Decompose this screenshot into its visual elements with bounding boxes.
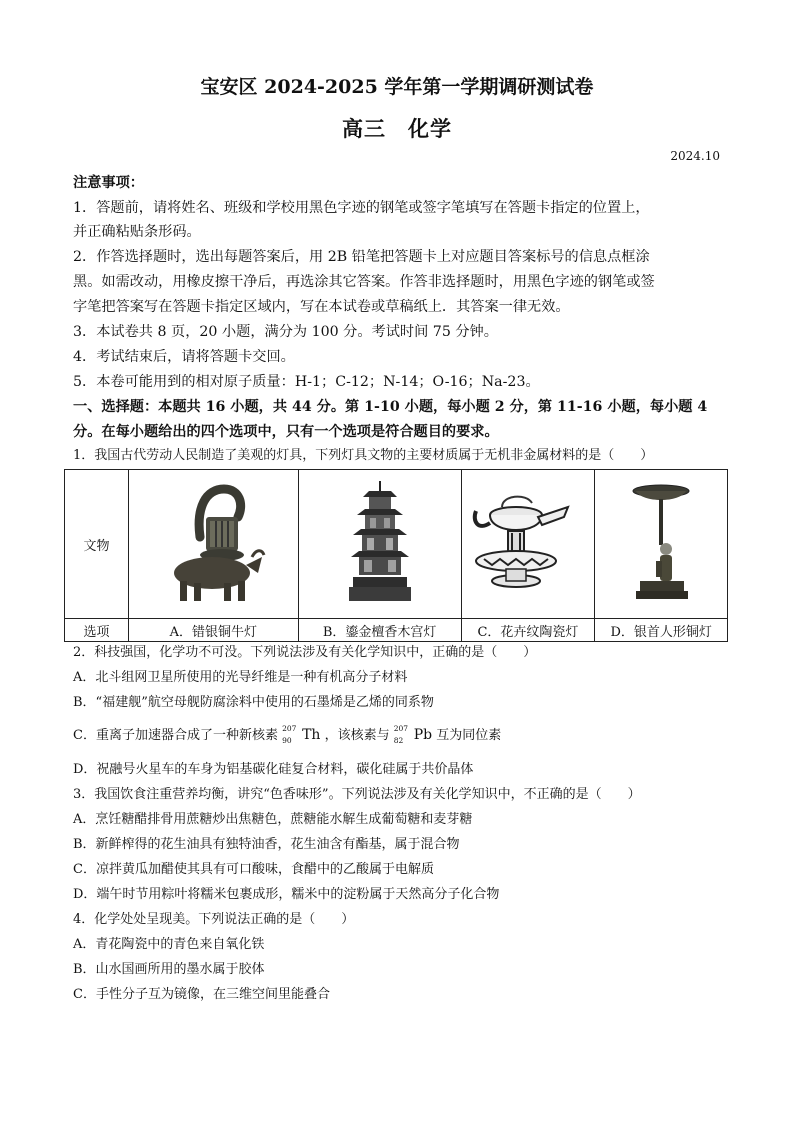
q2-option-c bbox=[73, 725, 723, 746]
q3-option-c: C．凉拌黄瓜加醋使其具有可口酸味，食醋中的乙酸属于电解质 bbox=[73, 862, 434, 877]
nuclide-pb: 207 82 bbox=[393, 723, 409, 745]
notice-line: 2．作答选择题时，选出每题答案后，用 2B 铅笔把答题卡上对应题目答案标号的信息点框涂 bbox=[73, 249, 650, 265]
section-heading: 分。在每小题给出的四个选项中，只有一个选项是符合题目的要求。 bbox=[73, 424, 499, 440]
q4-option-a: A．青花陶瓷中的青色来自氧化铁 bbox=[73, 937, 265, 952]
q1-artifact-table bbox=[64, 469, 728, 642]
nuclide-pb-symbol: Pb bbox=[413, 727, 433, 743]
notice-line: 字笔把答案写在答题卡指定区域内，写在本试卷或草稿纸上．其答案一律无效。 bbox=[73, 299, 570, 315]
silver-head-figure-lamp-image bbox=[626, 477, 696, 607]
q4-option-b: B．山水国画所用的墨水属于胶体 bbox=[73, 962, 265, 977]
q2-stem: 2．科技强国，化学功不可没。下列说法涉及有关化学知识中，正确的是（ ） bbox=[73, 645, 537, 660]
artifact-image-b bbox=[298, 470, 461, 619]
q3-option-a: A．烹饪糖醋排骨用蔗糖炒出焦糖色，蔗糖能水解生成葡萄糖和麦芽糖 bbox=[73, 812, 473, 827]
q1-option-d: D．银首人形铜灯 bbox=[595, 619, 728, 642]
bronze-ox-lamp-image bbox=[158, 477, 268, 607]
notice-line: 3．本试卷共 8 页，20 小题，满分为 100 分。考试时间 75 分钟。 bbox=[73, 324, 498, 340]
nuclide-th: 207 90 bbox=[282, 723, 297, 745]
wooden-palace-lantern-image bbox=[345, 477, 415, 607]
q1-option-b: B．鎏金檀香木宫灯 bbox=[298, 619, 461, 642]
q2-option-b: B．“福建舰”航空母舰防腐涂料中使用的石墨烯是乙烯的同系物 bbox=[73, 695, 434, 710]
artifact-image-a bbox=[128, 470, 298, 619]
notice-line: 并正确粘贴条形码。 bbox=[73, 224, 201, 240]
exam-title: 宝安区 2024-2025 学年第一学期调研测试卷 bbox=[200, 76, 594, 98]
notice-line: 5．本卷可能用到的相对原子质量：H-1；C-12；N-14；O-16；Na-23。 bbox=[73, 374, 540, 390]
notice-line: 4．考试结束后，请将答题卡交回。 bbox=[73, 349, 295, 365]
notice-line: 1．答题前，请将姓名、班级和学校用黑色字迹的钢笔或签字笔填写在答题卡指定的位置上， bbox=[73, 200, 650, 216]
notice-heading: 注意事项： bbox=[73, 175, 144, 191]
q2-option-c-text: ，该核素与 bbox=[324, 728, 390, 743]
q2-option-d: D．祝融号火星车的车身为铝基碳化硅复合材料，碳化硅属于共价晶体 bbox=[73, 762, 474, 777]
q4-stem: 4．化学处处呈现美。下列说法正确的是（ ） bbox=[73, 912, 355, 927]
q3-stem: 3．我国饮食注重营养均衡，讲究“色香味形”。下列说法涉及有关化学知识中，不正确的是（ ） bbox=[73, 787, 641, 802]
q3-option-d: D．端午时节用粽叶将糯米包裹成形，糯米中的淀粉属于天然高分子化合物 bbox=[73, 887, 500, 902]
section-heading: 一、选择题：本题共 16 小题，共 44 分。第 1-10 小题，每小题 2 分，第 11-16 小题，每小题 4 bbox=[73, 399, 708, 415]
ceramic-lamp-image bbox=[468, 487, 588, 597]
q1-option-c: C．花卉纹陶瓷灯 bbox=[461, 619, 595, 642]
nuclide-th-symbol: Th bbox=[302, 727, 321, 743]
artifact-image-c bbox=[461, 470, 595, 619]
q3-option-b: B．新鲜榨得的花生油具有独特油香，花生油含有酯基，属于混合物 bbox=[73, 837, 460, 852]
row-label-option: 选项 bbox=[65, 619, 129, 642]
artifact-image-d bbox=[595, 470, 728, 619]
q2-option-c-text: C．重离子加速器合成了一种新核素 bbox=[73, 728, 278, 743]
q1-option-a: A．错银铜牛灯 bbox=[128, 619, 298, 642]
notice-line: 黑。如需改动，用橡皮擦干净后，再选涂其它答案。作答非选择题时，用黑色字迹的钢笔或签 bbox=[73, 274, 655, 290]
row-label-artifact: 文物 bbox=[65, 470, 129, 619]
q1-stem: 1．我国古代劳动人民制造了美观的灯具，下列灯具文物的主要材质属于无机非金属材料的是（ ） bbox=[73, 448, 654, 463]
q2-option-c-text: 互为同位素 bbox=[436, 728, 502, 743]
exam-date: 2024.10 bbox=[670, 149, 720, 163]
exam-subject: 高三 化学 bbox=[342, 116, 452, 141]
q2-option-a: A．北斗组网卫星所使用的光导纤维是一种有机高分子材料 bbox=[73, 670, 408, 685]
q4-option-c: C．手性分子互为镜像，在三维空间里能叠合 bbox=[73, 987, 330, 1002]
